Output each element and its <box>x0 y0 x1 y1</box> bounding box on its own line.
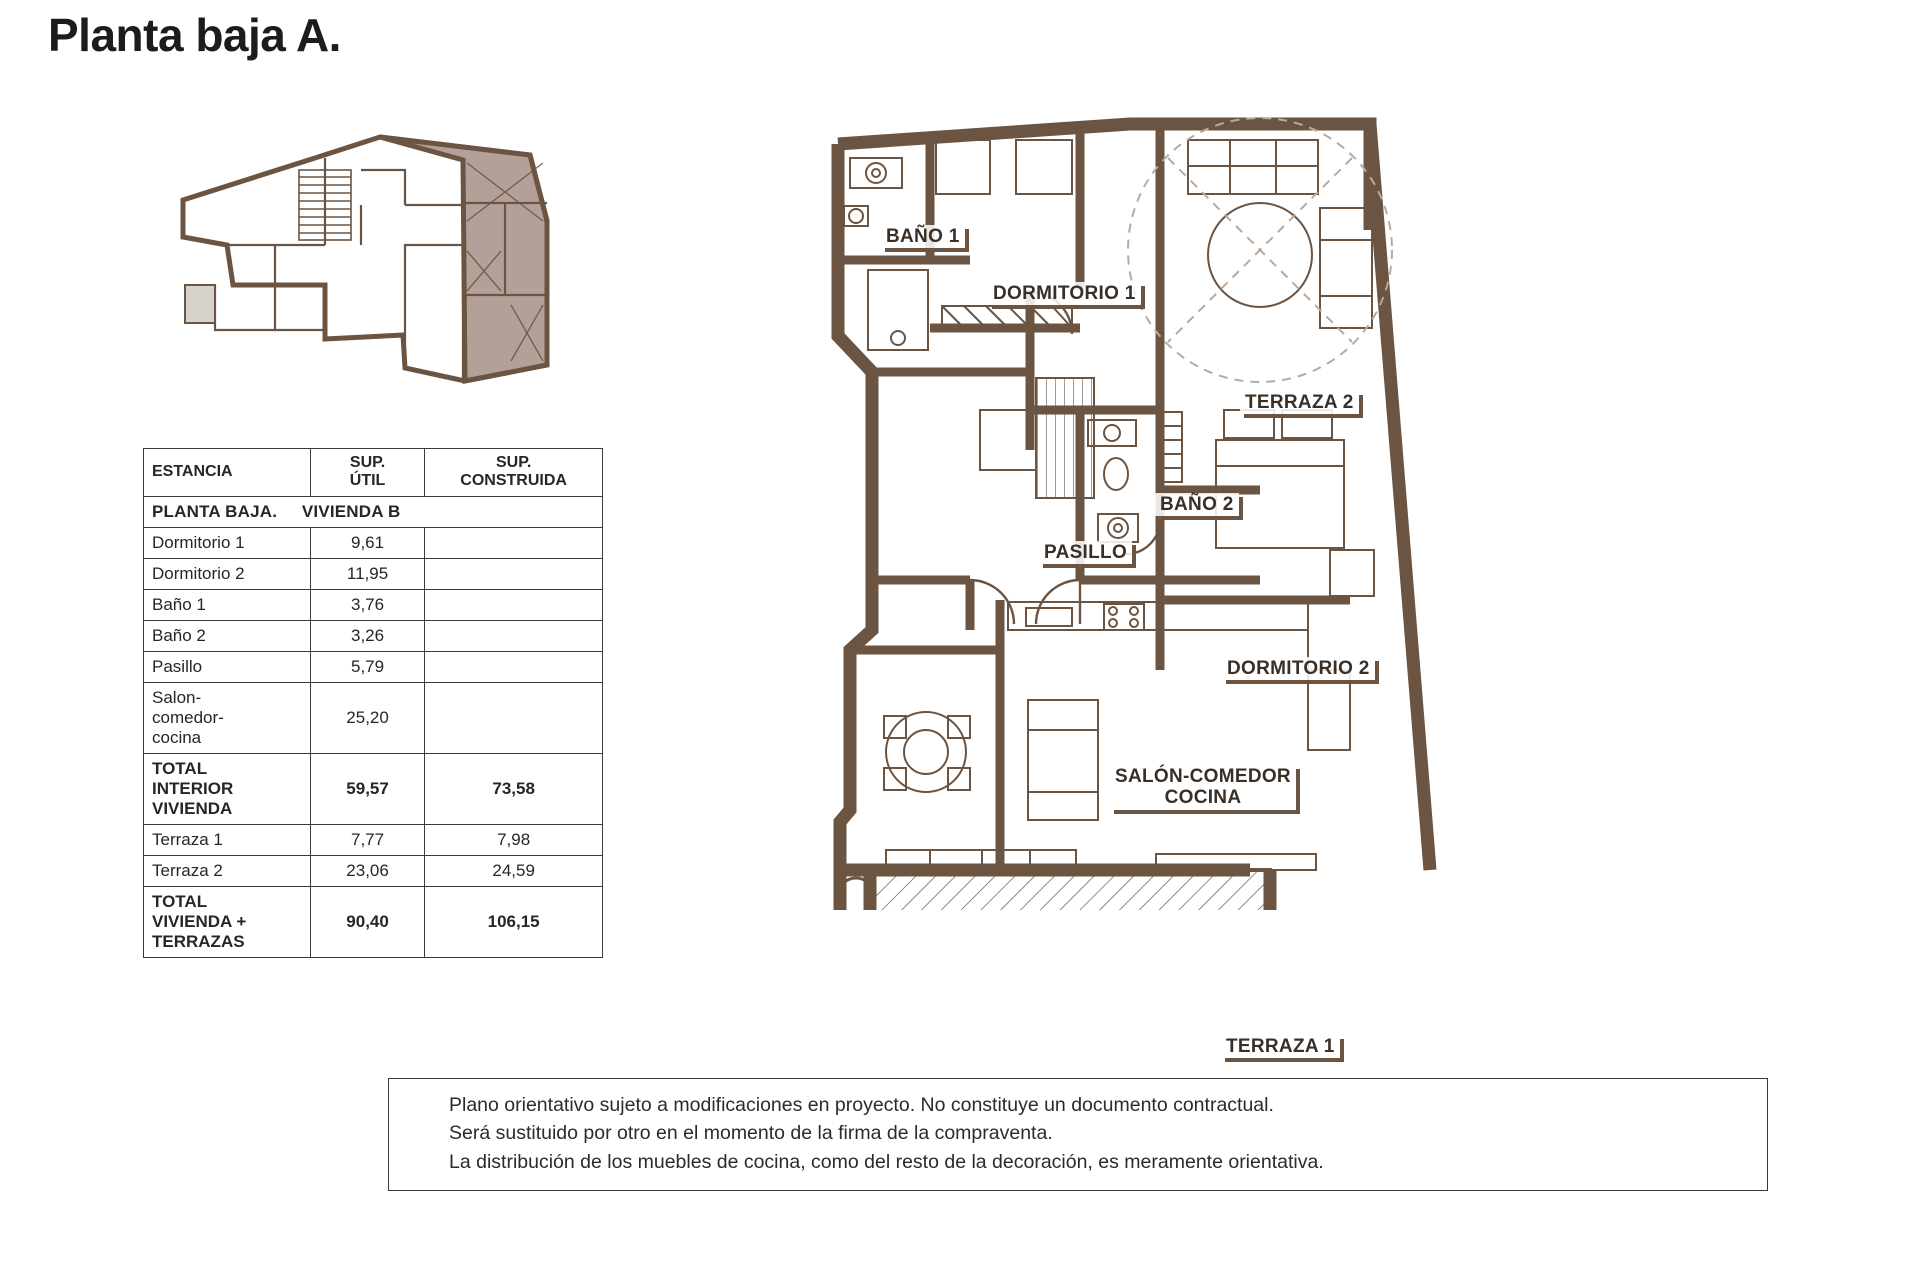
row-room-name: Pasillo <box>144 651 311 682</box>
plan-label-bano-1: BAÑO 1 <box>881 225 965 248</box>
row-util-value: 9,61 <box>310 527 424 558</box>
header-sup-const-line2: CONSTRUIDA <box>460 472 567 490</box>
plan-label-dormitorio-2: DORMITORIO 2 <box>1222 657 1375 680</box>
plan-label-salon-line1: SALÓN-COMEDOR <box>1115 766 1291 787</box>
header-sup-util-line1: SUP. <box>349 454 386 471</box>
row-const-value: 106,15 <box>425 887 603 958</box>
table-row <box>144 651 603 682</box>
table-row <box>144 620 603 651</box>
plan-label-terraza-2: TERRAZA 2 <box>1240 391 1359 414</box>
header-sup-util <box>310 449 424 497</box>
table-row <box>144 856 603 887</box>
plan-label-salon-comedor-cocina <box>1110 765 1296 810</box>
row-room-name: TOTAL INTERIOR VIVIENDA <box>144 753 311 824</box>
table-row <box>144 527 603 558</box>
row-const-value <box>425 651 603 682</box>
plan-label-bano-2: BAÑO 2 <box>1155 493 1239 516</box>
row-room-name: Dormitorio 1 <box>144 527 311 558</box>
row-const-value <box>425 682 603 753</box>
row-const-value <box>425 620 603 651</box>
area-schedule-table <box>143 448 603 958</box>
table-row <box>144 589 603 620</box>
table-section-row <box>144 496 603 527</box>
table-header-row <box>144 449 603 497</box>
row-room-name: TOTAL VIVIENDA + TERRAZAS <box>144 887 311 958</box>
row-const-value: 73,58 <box>425 753 603 824</box>
row-util-value: 11,95 <box>310 558 424 589</box>
disclaimer-box <box>388 1078 1768 1191</box>
page-title: Planta baja A. <box>48 9 341 61</box>
row-util-value: 3,26 <box>310 620 424 651</box>
row-const-value <box>425 558 603 589</box>
row-const-value <box>425 589 603 620</box>
row-util-value: 25,20 <box>310 682 424 753</box>
row-room-name: Terraza 1 <box>144 825 311 856</box>
row-util-value: 90,40 <box>310 887 424 958</box>
section-planta-baja <box>144 496 603 527</box>
row-const-value <box>425 527 603 558</box>
section-right-label: VIVIENDA B <box>301 501 401 521</box>
plan-label-salon-line2: COCINA <box>1164 787 1242 809</box>
row-util-value: 23,06 <box>310 856 424 887</box>
section-left-label: PLANTA BAJA. <box>152 501 278 521</box>
row-util-value: 3,76 <box>310 589 424 620</box>
row-room-name: Salon- comedor- cocina <box>144 682 311 753</box>
header-estancia: ESTANCIA <box>144 449 311 497</box>
header-sup-util-line2: ÚTIL <box>349 472 386 490</box>
row-room-name: Terraza 2 <box>144 856 311 887</box>
disclaimer-line-1: Plano orientativo sujeto a modificaciones en proyecto. No constituye un documento contractual. <box>449 1094 1274 1116</box>
plan-label-dormitorio-1: DORMITORIO 1 <box>988 282 1141 305</box>
row-room-name: Dormitorio 2 <box>144 558 311 589</box>
row-room-name: Baño 2 <box>144 620 311 651</box>
disclaimer-line-2: Será sustituido por otro en el momento de la firma de la compraventa. <box>449 1122 1053 1145</box>
plan-label-pasillo: PASILLO <box>1039 541 1132 564</box>
row-room-name: Baño 1 <box>144 589 311 620</box>
header-sup-construida <box>425 449 603 497</box>
row-const-value: 24,59 <box>425 856 603 887</box>
header-sup-const-line1: SUP. <box>496 454 532 471</box>
table-row <box>144 558 603 589</box>
table-row <box>144 825 603 856</box>
row-util-value: 59,57 <box>310 753 424 824</box>
table-row-total-interior <box>144 753 603 824</box>
floor-plan-drawing <box>830 110 1850 910</box>
plan-label-terraza-1: TERRAZA 1 <box>1221 1035 1340 1058</box>
table-row <box>144 682 603 753</box>
row-util-value: 7,77 <box>310 825 424 856</box>
table-row-total-general <box>144 887 603 958</box>
key-plan-diagram <box>175 125 605 435</box>
disclaimer-line-3: La distribución de los muebles de cocina, como del resto de la decoración, es meramente orientativa. <box>449 1150 1324 1173</box>
row-util-value: 5,79 <box>310 651 424 682</box>
row-const-value: 7,98 <box>425 825 603 856</box>
